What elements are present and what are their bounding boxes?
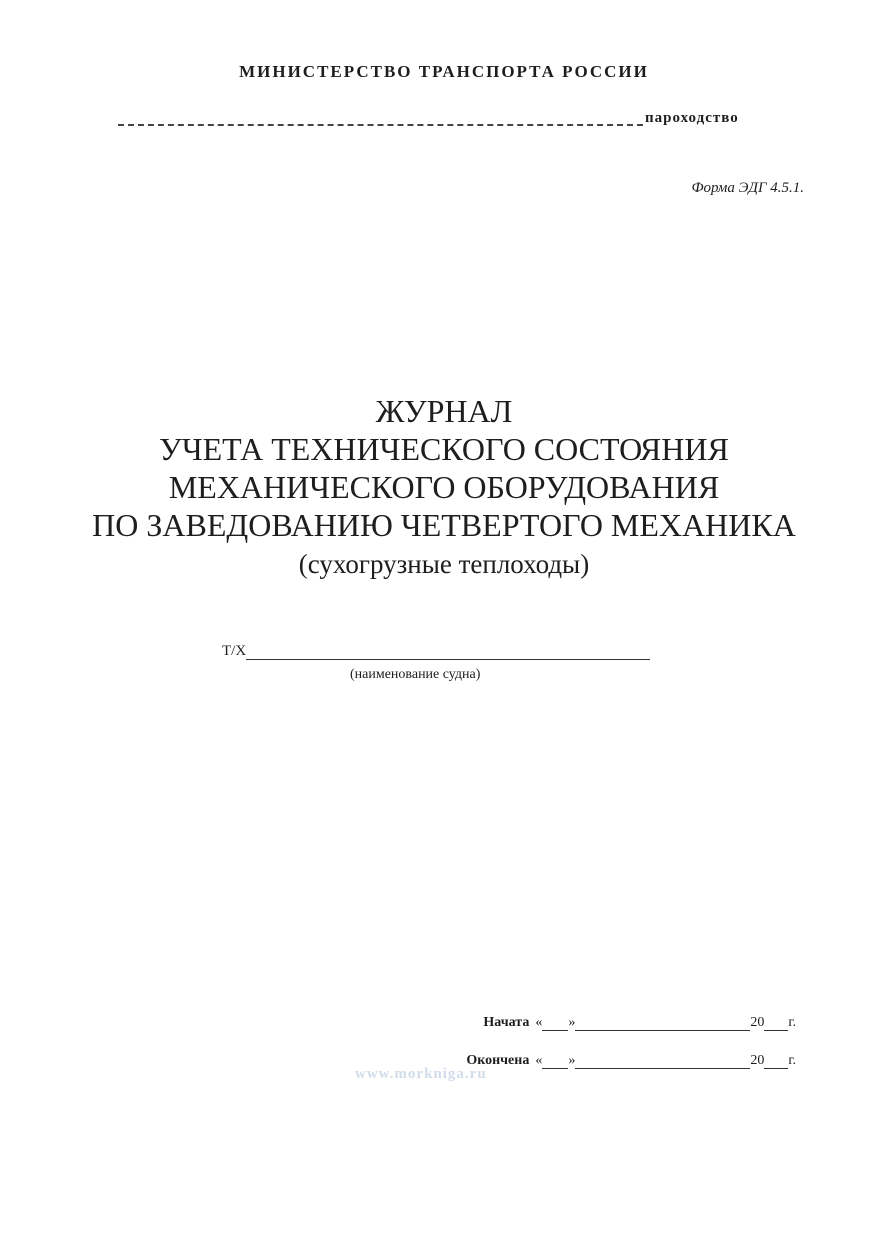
ship-name-blank: [246, 643, 650, 660]
ministry-heading: МИНИСТЕРСТВО ТРАНСПОРТА РОССИИ: [239, 62, 649, 81]
start-date-row: [483, 1015, 796, 1031]
watermark: www.morkniga.ru: [355, 1066, 487, 1082]
shipping-company-suffix: пароходство: [645, 110, 739, 126]
year-prefix: 20: [750, 1053, 765, 1068]
day-blank: [542, 1054, 568, 1069]
title-line-2: УЧЕТА ТЕХНИЧЕСКОГО СОСТОЯНИЯ: [159, 431, 729, 467]
year-blank: [764, 1016, 788, 1031]
quote-open: «: [535, 1053, 543, 1068]
month-blank: [575, 1016, 750, 1031]
ship-name-field: [222, 643, 650, 660]
day-blank: [542, 1016, 568, 1031]
year-suffix: г.: [788, 1015, 796, 1030]
ship-name-caption: (наименование судна): [350, 667, 481, 682]
year-prefix: 20: [750, 1015, 765, 1030]
quote-close: »: [568, 1015, 576, 1030]
title-line-3: МЕХАНИЧЕСКОГО ОБОРУДОВАНИЯ: [168, 469, 720, 505]
document-subtitle: (сухогрузные теплоходы): [298, 549, 590, 579]
document-title: [0, 392, 888, 582]
start-date-label: Начата: [483, 1015, 530, 1030]
title-line-4: ПО ЗАВЕДОВАНИЮ ЧЕТВЕРТОГО МЕХАНИКА: [92, 507, 796, 543]
year-blank: [764, 1054, 788, 1069]
year-suffix: г.: [788, 1053, 796, 1068]
quote-open: «: [535, 1015, 543, 1030]
shipping-company-blank: [118, 112, 643, 126]
end-date-row: [466, 1053, 796, 1069]
title-line-1: ЖУРНАЛ: [375, 393, 513, 429]
quote-close: »: [568, 1053, 576, 1068]
month-blank: [575, 1054, 750, 1069]
shipping-company-line: [118, 106, 739, 126]
ship-prefix: Т/Х: [222, 643, 247, 659]
form-code: Форма ЭДГ 4.5.1.: [691, 180, 804, 196]
end-date-label: Окончена: [466, 1053, 530, 1068]
